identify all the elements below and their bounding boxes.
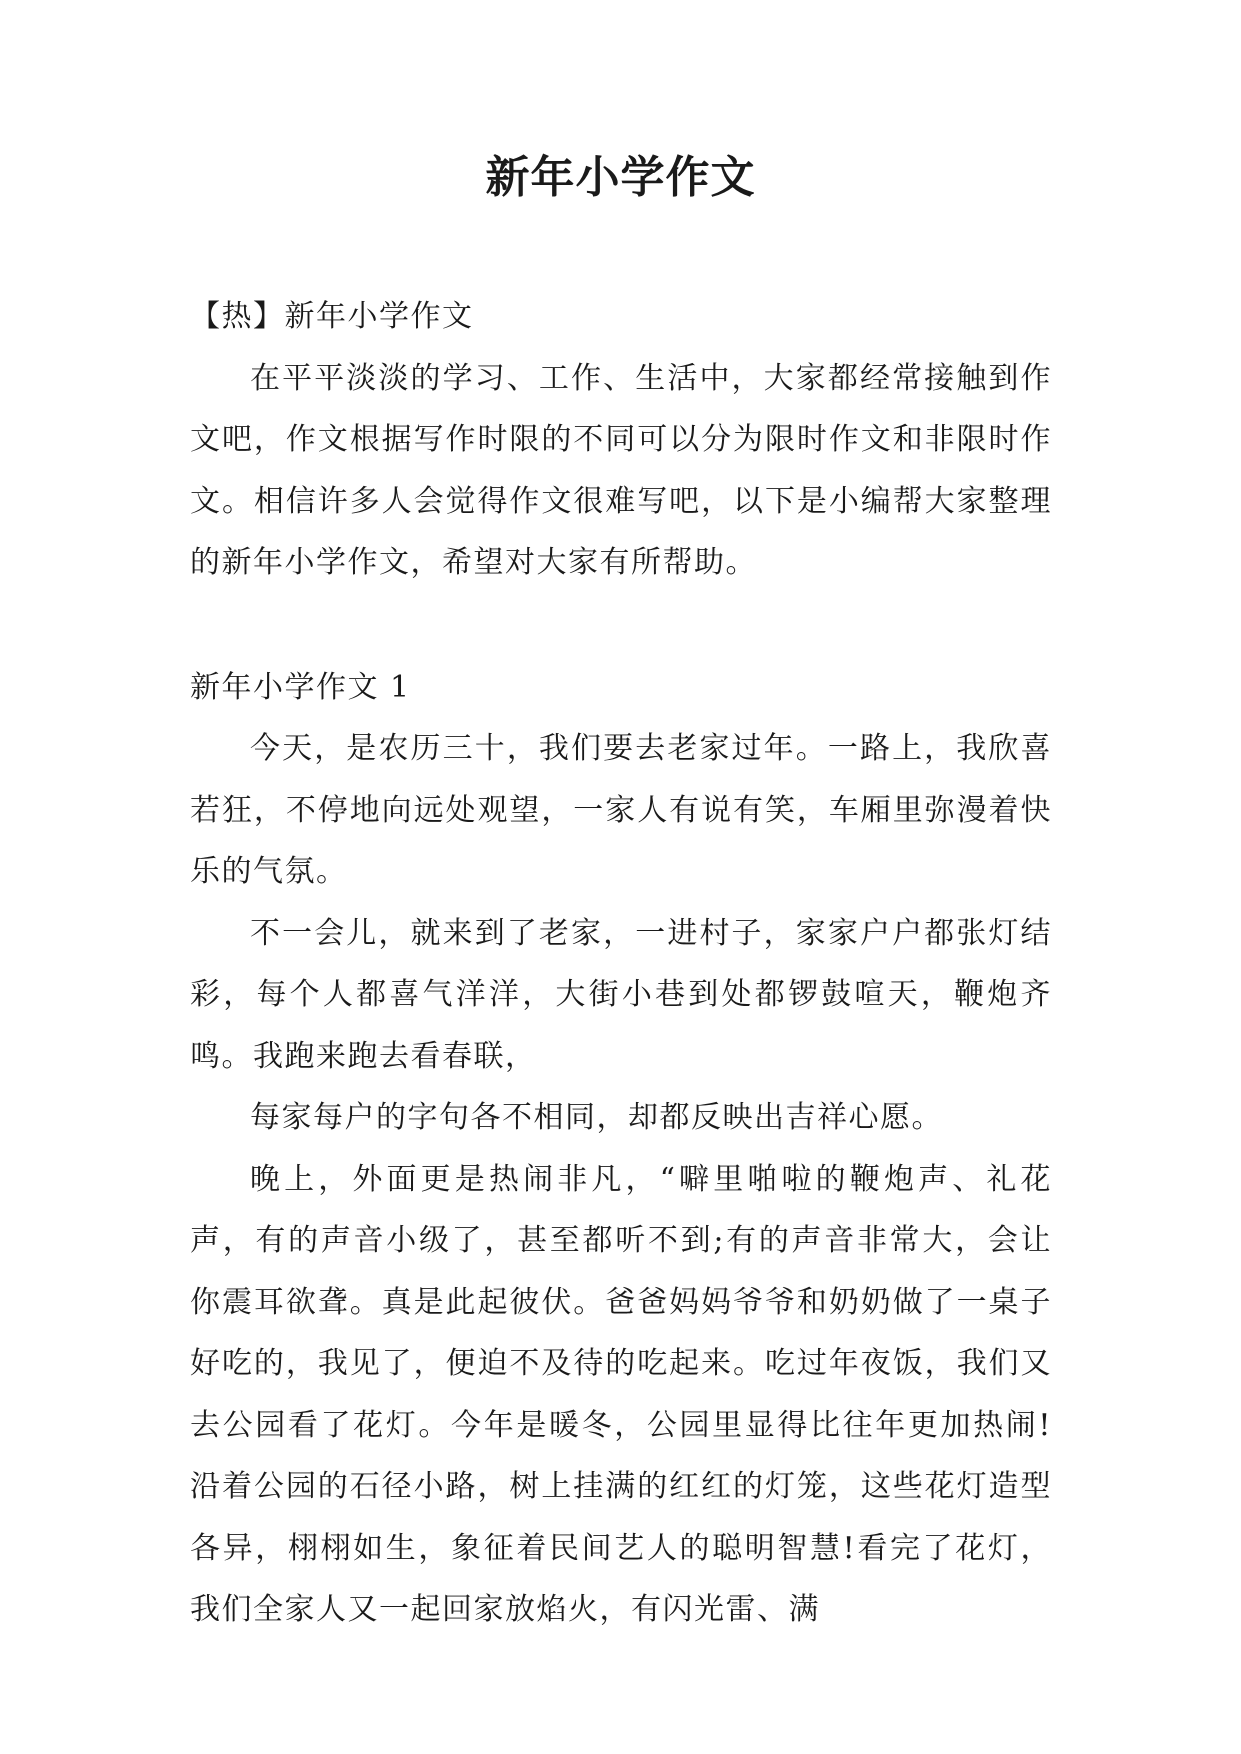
- section-spacer: [190, 594, 1052, 657]
- body-paragraph: 晚上，外面更是热闹非凡，“噼里啪啦的鞭炮声、礼花声，有的声音小级了，甚至都听不到;有的声音非常大，会让你震耳欲聋。真是此起彼伏。爸爸妈妈爷爷和奶奶做了一桌子好吃的，我见了，便迫不及待的吃起来。吃过年夜饭，我们又去公园看了花灯。今年是暖冬，公园里显得比往年更加热闹!沿着公园的石径小路，树上挂满的红红的灯笼，这些花灯造型各异，栩栩如生，象征着民间艺人的聪明智慧!看完了花灯，我们全家人又一起回家放焰火，有闪光雷、满: [190, 1161, 1052, 1627]
- body-paragraph: 不一会儿，就来到了老家，一进村子，家家户户都张灯结彩，每个人都喜气洋洋，大街小巷到处都锣鼓喧天，鞭炮齐鸣。我跑来跑去看春联，: [190, 915, 1052, 1074]
- document-heading: 【热】新年小学作文: [190, 299, 474, 334]
- document-body: [190, 286, 1052, 1641]
- section-title: 新年小学作文 1: [190, 669, 411, 705]
- intro-paragraph: 在平平淡淡的学习、工作、生活中，大家都经常接触到作文吧，作文根据写作时限的不同可以分为限时作文和非限时作文。相信许多人会觉得作文很难写吧，以下是小编帮大家整理的新年小学作文，希望对大家有所帮助。: [190, 360, 1052, 580]
- document-title: 新年小学作文: [485, 152, 756, 203]
- body-paragraph: 每家每户的字句各不相同，却都反映出吉祥心愿。: [250, 1100, 943, 1135]
- body-paragraph: 今天，是农历三十，我们要去老家过年。一路上，我欣喜若狂，不停地向远处观望，一家人有说有笑，车厢里弥漫着快乐的气氛。: [190, 731, 1052, 889]
